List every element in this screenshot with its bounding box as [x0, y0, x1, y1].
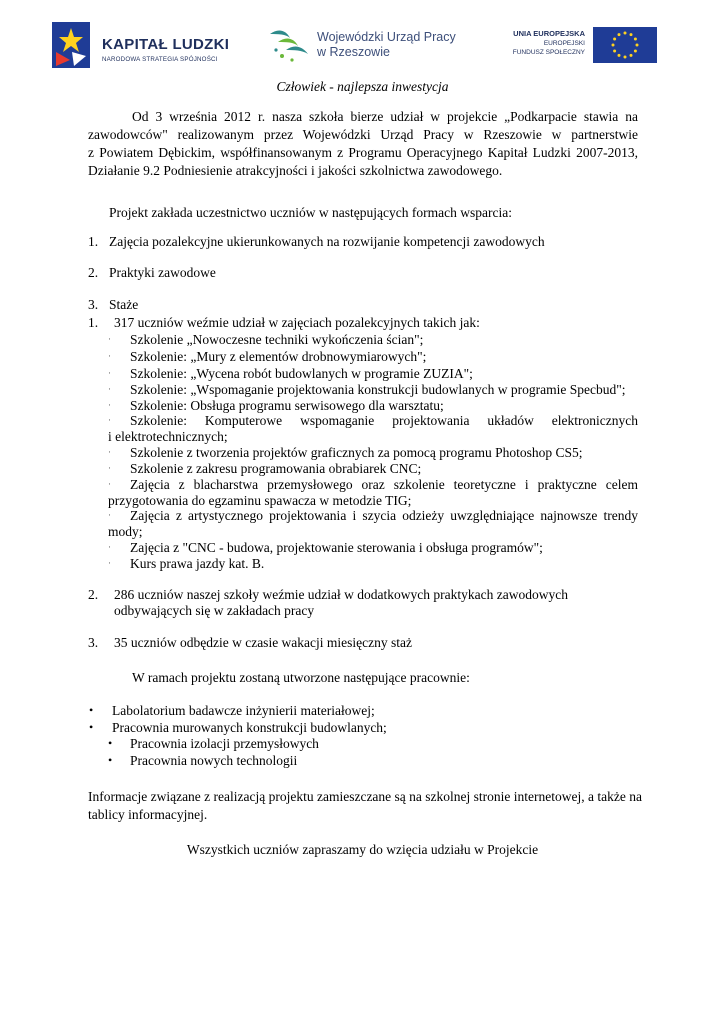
list-marker: ·	[108, 463, 111, 473]
training-item: Szkolenie: „Wycena robót budowlanych w programie ZUZIA";	[130, 366, 473, 381]
kapital-ludzki-logo	[52, 20, 237, 72]
eu-logo-line2: EUROPEJSKI	[543, 40, 585, 47]
training-item-continued: przygotowania do egzaminu spawacza w metodzie TIG;	[108, 493, 412, 508]
wup-rzeszow-logo	[268, 24, 468, 64]
training-item: Szkolenie z zakresu programowania obrabiarek CNC;	[130, 461, 422, 476]
list-marker: ·	[108, 384, 111, 394]
closing-sentence: Wszystkich uczniów zapraszamy do wzięcia udziału w Projekcie	[186, 842, 539, 857]
training-item: Szkolenie z tworzenia projektów graficznych za pomocą programu Photoshop CS5;	[130, 445, 583, 460]
form-item: Staże	[109, 297, 139, 312]
training-item: Szkolenie „Nowoczesne techniki wykończenia ścian";	[130, 332, 424, 347]
list-marker: ·	[108, 415, 111, 425]
workshop-item: Pracownia izolacji przemysłowych	[130, 736, 319, 751]
workshop-item: Pracownia nowych technologii	[130, 753, 298, 768]
training-item: Zajęcia z artystycznego projektowania i szycia odzieży uwzględniające najnowsze trendy	[130, 508, 638, 523]
wup-name-line1: Wojewódzki Urząd Pracy	[317, 30, 456, 44]
form-number: 3.	[88, 297, 99, 312]
training-item: Szkolenie: „Mury z elementów drobnowymiarowych";	[130, 349, 427, 364]
kapital-ludzki-emblem-icon	[52, 22, 90, 68]
detail-number: 2.	[88, 587, 99, 602]
detail-item-continued: odbywających się w zakładach pracy	[114, 603, 315, 618]
list-marker: ·	[108, 558, 111, 568]
eu-logo-line1: UNIA EUROPEJSKA	[513, 29, 585, 38]
workshop-item: Pracownia murowanych konstrukcji budowlanych;	[112, 720, 387, 735]
training-item: Kurs prawa jazdy kat. B.	[130, 556, 265, 571]
training-item-continued: mody;	[108, 524, 143, 539]
intro-line-1: Od 3 września 2012 r. nasza szkoła bierze udział w projekcie „Podkarpacie stawia na	[132, 109, 638, 124]
info-line-2: tablicy informacyjnej.	[88, 807, 208, 822]
form-item: Praktyki zawodowe	[109, 265, 216, 280]
bullet-marker: •	[108, 753, 113, 767]
wup-name-line2: w Rzeszowie	[317, 45, 390, 59]
detail-number: 3.	[88, 635, 99, 650]
list-marker: ·	[108, 510, 111, 520]
detail-number: 1.	[88, 315, 99, 330]
kapital-ludzki-name: KAPITAŁ LUDZKI	[102, 36, 230, 53]
list-marker: ·	[108, 542, 111, 552]
info-line-1: Informacje związane z realizacją projektu zamieszczane są na szkolnej stronie internetowej, a także na	[88, 789, 642, 804]
form-number: 1.	[88, 234, 99, 249]
training-item-continued: i elektrotechnicznych;	[108, 429, 228, 444]
support-intro: Projekt zakłada uczestnictwo uczniów w następujących formach wsparcia:	[109, 205, 512, 220]
bullet-marker: •	[89, 703, 94, 717]
eu-logo-line3: FUNDUSZ SPOŁECZNY	[512, 49, 585, 56]
intro-line-4: Działanie 9.2 Podniesienie atrakcyjności i jakości szkolnictwa zawodowego.	[88, 163, 503, 178]
training-item: Szkolenie: „Wspomaganie projektowania konstrukcji budowlanych w programie Specbud";	[130, 382, 626, 397]
training-item: Zajęcia z "CNC - budowa, projektowanie sterowania i obsługa programów";	[130, 540, 543, 555]
detail-item: 35 uczniów odbędzie w czasie wakacji miesięczny staż	[114, 635, 412, 650]
intro-line-3: z Powiatem Dębickim, współfinansowanym z Programu Operacyjnego Kapitał Ludzki 2007-2013,	[88, 145, 638, 160]
list-marker: ·	[108, 479, 111, 489]
bullet-marker: •	[89, 720, 94, 734]
form-number: 2.	[88, 265, 99, 280]
list-marker: ·	[108, 368, 111, 378]
wup-bird-icon	[268, 24, 312, 64]
training-item: Zajęcia z blacharstwa przemysłowego oraz szkolenie teoretyczne i praktyczne celem	[130, 477, 638, 492]
motto: Człowiek - najlepsza inwestycja	[276, 79, 449, 94]
list-marker: ·	[108, 447, 111, 457]
training-item: Szkolenie: Obsługa programu serwisowego dla warsztatu;	[130, 398, 444, 413]
detail-item: 317 uczniów weźmie udział w zajęciach pozalekcyjnych takich jak:	[114, 315, 480, 330]
intro-line-2: zawodowców" realizowanym przez Wojewódzki Urząd Pracy w Rzeszowie w partnerstwie	[88, 127, 638, 142]
list-marker: ·	[108, 334, 111, 344]
list-marker: ·	[108, 351, 111, 361]
bullet-marker: •	[108, 736, 113, 750]
detail-item: 286 uczniów naszej szkoły weźmie udział w dodatkowych praktykach zawodowych	[114, 587, 568, 602]
list-marker: ·	[108, 400, 111, 410]
eu-flag-icon	[593, 27, 657, 63]
workshop-item: Labolatorium badawcze inżynierii materiałowej;	[112, 703, 375, 718]
workshops-intro: W ramach projektu zostaną utworzone następujące pracownie:	[132, 670, 470, 685]
eu-social-fund-logo	[497, 27, 657, 67]
training-item: Szkolenie: Komputerowe wspomaganie projektowania układów elektronicznych	[130, 413, 638, 428]
form-item: Zajęcia pozalekcyjne ukierunkowanych na rozwijanie kompetencji zawodowych	[109, 234, 545, 249]
kapital-ludzki-subtitle: NARODOWA STRATEGIA SPÓJNOŚCI	[102, 56, 218, 63]
